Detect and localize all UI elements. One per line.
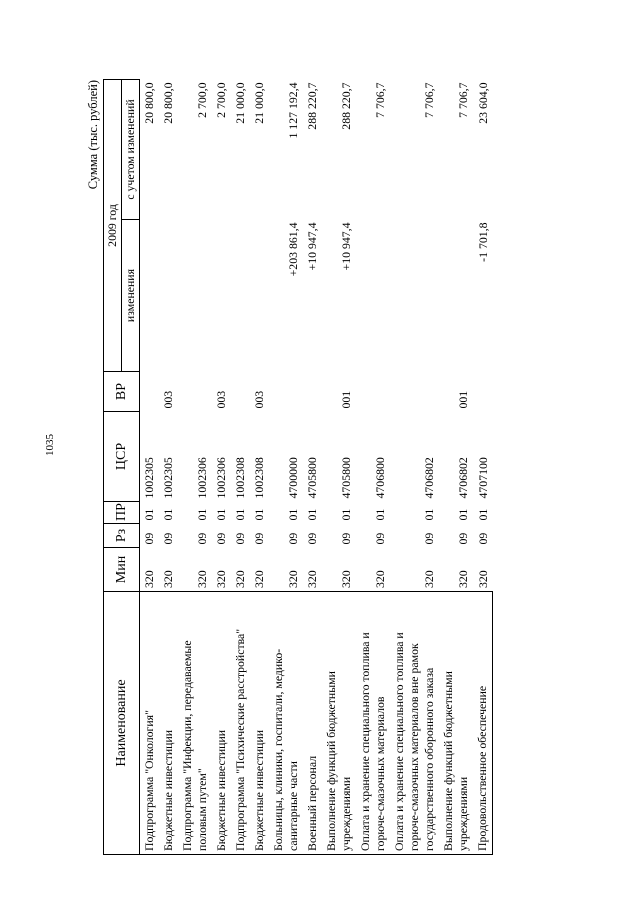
row-total: 2 700,0 [195,82,209,118]
row-rz: 09 [475,532,490,545]
row-rz: 09 [339,532,353,545]
table-body [140,80,493,855]
row-name: Подпрограмма "Психические расстройства" [231,592,250,855]
row-rz: 09 [373,532,387,545]
row-name: Подпрограмма "Инфекции, передаваемые половым путем" [178,592,212,855]
table-row [390,80,439,855]
row-total: 288 220,7 [305,82,319,130]
table-row [322,80,356,855]
row-change [390,220,439,372]
row-min: 320 [373,570,387,588]
table-row [250,80,269,855]
page-number: 1035 [44,434,56,456]
row-pr: 01 [252,508,266,521]
header-vr: ВР [104,372,140,412]
row-total: 1 127 192,4 [286,82,300,139]
row-min: 320 [252,570,266,588]
row-pr: 01 [339,508,353,521]
row-name: Оплата и хранение специального топлива и горюче-смазочных материалов вне рамок государственного оборонного заказа [390,592,439,855]
row-min: 320 [161,570,175,588]
table-row [212,80,231,855]
row-pr: 01 [373,508,387,521]
row-total: 20 800,0 [161,82,175,124]
row-name: Бюджетные инвестиции [159,592,178,855]
header-name: Наименование [104,592,140,855]
row-csr: 4700000 [286,457,300,499]
row-name: Военный персонал [303,592,322,855]
row-min: 320 [286,570,300,588]
row-min: 320 [305,570,319,588]
row-total: 2 700,0 [214,82,228,118]
header-rz: Рз [104,524,140,548]
row-csr: 1002308 [252,457,266,499]
row-rz: 09 [456,532,470,545]
row-rz: 09 [195,532,209,545]
row-vr [473,372,493,412]
row-change: +203 861,4 [286,222,300,277]
table-header [104,80,140,855]
row-min: 320 [339,570,353,588]
row-min: 320 [195,570,209,588]
table-row [473,80,493,855]
table-row [439,80,473,855]
row-csr: 4706802 [456,457,470,499]
row-rz: 09 [233,532,247,545]
row-total: 7 706,7 [456,82,470,118]
row-min: 320 [422,570,436,588]
header-changes: изменения [122,220,140,372]
row-total: 288 220,7 [339,82,353,130]
row-min: 320 [233,570,247,588]
table-row [269,80,303,855]
row-csr: 4706800 [373,457,387,499]
row-pr: 01 [422,508,436,521]
row-name: Оплата и хранение специального топлива и горюче-смазочных материалов [356,592,390,855]
table-row [159,80,178,855]
row-change [439,220,473,372]
row-total: 23 604,0 [475,82,490,124]
row-name: Бюджетные инвестиции [212,592,231,855]
row-csr: 4707100 [475,457,490,499]
row-vr [303,372,322,412]
row-rz: 09 [142,532,156,545]
table-row [356,80,390,855]
row-csr: 1002306 [214,457,228,499]
row-change: -1 701,8 [475,222,490,262]
row-vr: 003 [252,390,266,409]
row-change [159,220,178,372]
row-vr: 003 [214,390,228,409]
row-change [178,220,212,372]
row-name: Больницы, клиники, госпитали, медико-санитарные части [269,592,303,855]
row-change [250,220,269,372]
row-name: Продовольственное обеспечение [473,592,493,855]
row-min: 320 [475,570,490,588]
row-min: 320 [456,570,470,588]
header-with-changes: с учетом изменений [122,80,140,220]
row-rz: 09 [422,532,436,545]
row-total: 21 000,0 [233,82,247,124]
row-change [140,220,160,372]
row-csr: 1002306 [195,457,209,499]
budget-table [103,79,493,855]
row-name: Подпрограмма "Онкология" [140,592,160,855]
row-rz: 09 [214,532,228,545]
row-csr: 1002308 [233,457,247,499]
row-change: +10 947,4 [305,222,319,271]
row-name: Бюджетные инвестиции [250,592,269,855]
row-vr [231,372,250,412]
row-vr [269,372,303,412]
row-rz: 09 [286,532,300,545]
row-csr: 4705800 [339,457,353,499]
row-name: Выполнение функций бюджетными учреждениями [439,592,473,855]
row-pr: 01 [233,508,247,521]
row-change [212,220,231,372]
table-row [140,80,160,855]
row-pr: 01 [475,508,490,521]
row-csr: 4706802 [422,457,436,499]
header-min: Мин [104,548,140,592]
row-pr: 01 [456,508,470,521]
row-pr: 01 [142,508,156,521]
row-pr: 01 [286,508,300,521]
row-total: 20 800,0 [142,82,156,124]
table-row [231,80,250,855]
header-year: 2009 год [104,80,122,372]
row-csr: 1002305 [161,457,175,499]
row-rz: 09 [252,532,266,545]
row-min: 320 [214,570,228,588]
row-total: 7 706,7 [373,82,387,118]
row-vr [390,372,439,412]
header-csr: ЦСР [104,412,140,502]
row-pr: 01 [305,508,319,521]
row-change: +10 947,4 [339,222,353,271]
row-vr: 001 [456,390,470,409]
table-row [303,80,322,855]
row-total: 7 706,7 [422,82,436,118]
row-vr: 003 [161,390,175,409]
row-rz: 09 [305,532,319,545]
row-pr: 01 [161,508,175,521]
row-vr: 001 [339,390,353,409]
row-pr: 01 [195,508,209,521]
row-change [231,220,250,372]
row-min: 320 [142,570,156,588]
unit-caption: Сумма (тыс. рублей) [86,80,100,190]
row-csr: 4705800 [305,457,319,499]
table-row [178,80,212,855]
row-total: 21 000,0 [252,82,266,124]
row-name: Выполнение функций бюджетными учреждениями [322,592,356,855]
header-pr: ПР [104,502,140,524]
row-csr: 1002305 [142,457,156,499]
row-vr [140,372,160,412]
row-pr: 01 [214,508,228,521]
rotated-page-content [85,80,585,855]
row-vr [178,372,212,412]
row-rz: 09 [161,532,175,545]
row-vr [356,372,390,412]
row-change [356,220,390,372]
